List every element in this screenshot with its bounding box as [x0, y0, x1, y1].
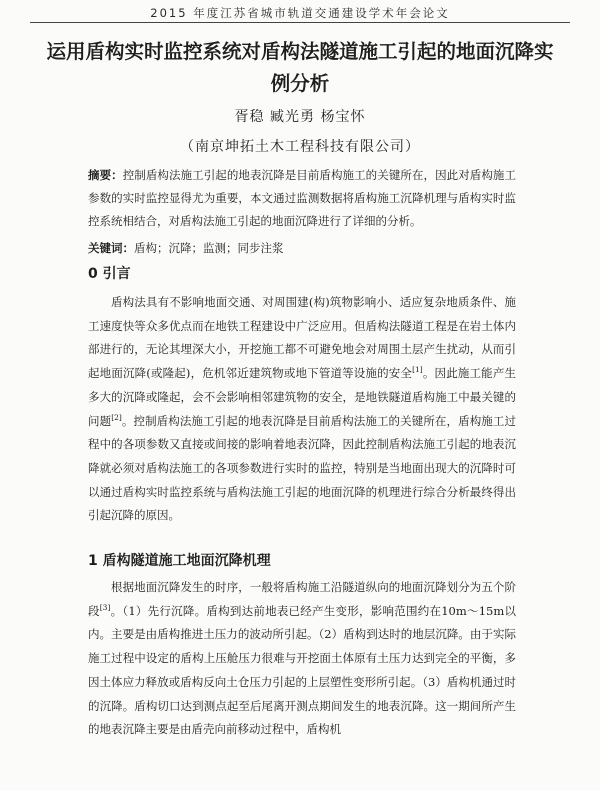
keywords-label: 关键词：: [88, 241, 134, 255]
abstract-text: 控制盾构法施工引起的地表沉降是目前盾构施工的关键所在，因此对盾构施工参数的实时监控显得尤为重要，本文通过监测数据将盾构施工沉降机理与盾构实时监控系统相结合，对盾构法施工引起的地面沉降进行了详细的分析。: [88, 168, 517, 228]
abstract-label: 摘要：: [88, 168, 123, 182]
paper-title: 运用盾构实时监控系统对盾构法隧道施工引起的地面沉降实例分析: [46, 40, 554, 95]
running-header: 2015 年度江苏省城市轨道交通建设学术年会论文: [150, 6, 450, 20]
citation-1: [1]: [412, 365, 423, 375]
keywords: [88, 237, 516, 260]
section-heading-mechanism: 1 盾构隧道施工地面沉降机理: [88, 553, 271, 569]
mechanism-text-2: 。（1）先行沉降。盾构到达前地表已经产生变形，影响范围约在10m～15m以内。主要是由盾构推进土压力的波动所引起。（2）盾构到达时的地层沉降。由于实际施工过程中设定的盾构上压舱压力很难与开挖面土体原有土压力达到完全的平衡，多因土体应力释放或盾构反向土仓压力引起的上层塑性变形所引起。（3）盾构机通过时的沉降。盾构切口达到测点起至后尾离开测点期间发生的地表沉降。这一期间所产生的地表沉降主要是由盾壳向前移动过程中，盾构机: [88, 603, 517, 737]
header-rule: [30, 22, 570, 23]
authors: 胥稳 臧光勇 杨宝怀: [234, 109, 366, 125]
intro-text-1: 盾构法具有不影响地面交通、对周围建(构)筑物影响小、适应复杂地质条件、施工速度快等众多优点而在地铁工程建设中广泛应用。但盾构法隧道工程是在岩土体内部进行的，无论其埋深大小，开挖施工都不可避免地会对周围土层产生扰动，从而引起地面沉降(或隆起)，危机邻近建筑物或地下管道等设施的安全: [88, 295, 516, 381]
intro-text-3: 。控制盾构法施工引起的地表沉降是目前盾构法施工的关键所在，盾构施工过程中的各项参数又直接或间接的影响着地表沉降，因此控制盾构法施工引起的地表沉降就必须对盾构法施工的各项参数进行实时的监控，特别是当地面出现大的沉降时可以通过盾构实时监控系统与盾构法施工引起的地面沉降的机理进行综合分析最终得出引起沉降的原因。: [88, 413, 516, 523]
abstract: [88, 164, 516, 233]
citation-3: [3]: [99, 602, 111, 612]
mechanism-text-1: 根据地面沉降发生的时序，一般将盾构施工沿隧道纵向的地面沉降划分为五个阶段: [88, 580, 516, 618]
affiliation: （南京坤拓土木工程科技有限公司）: [180, 139, 420, 155]
keywords-text: 盾构；沉降；监测；同步注浆: [134, 241, 284, 255]
mechanism-paragraph: [88, 576, 516, 742]
intro-text-2: 。因此施工能产生多大的沉降或隆起，会不会影响相邻建筑物的安全，是地铁隧道盾构施工中最关键的问题: [88, 366, 516, 428]
introduction-paragraph: [88, 291, 516, 528]
section-heading-introduction: 0 引言: [88, 266, 131, 282]
citation-2: [2]: [111, 412, 122, 422]
